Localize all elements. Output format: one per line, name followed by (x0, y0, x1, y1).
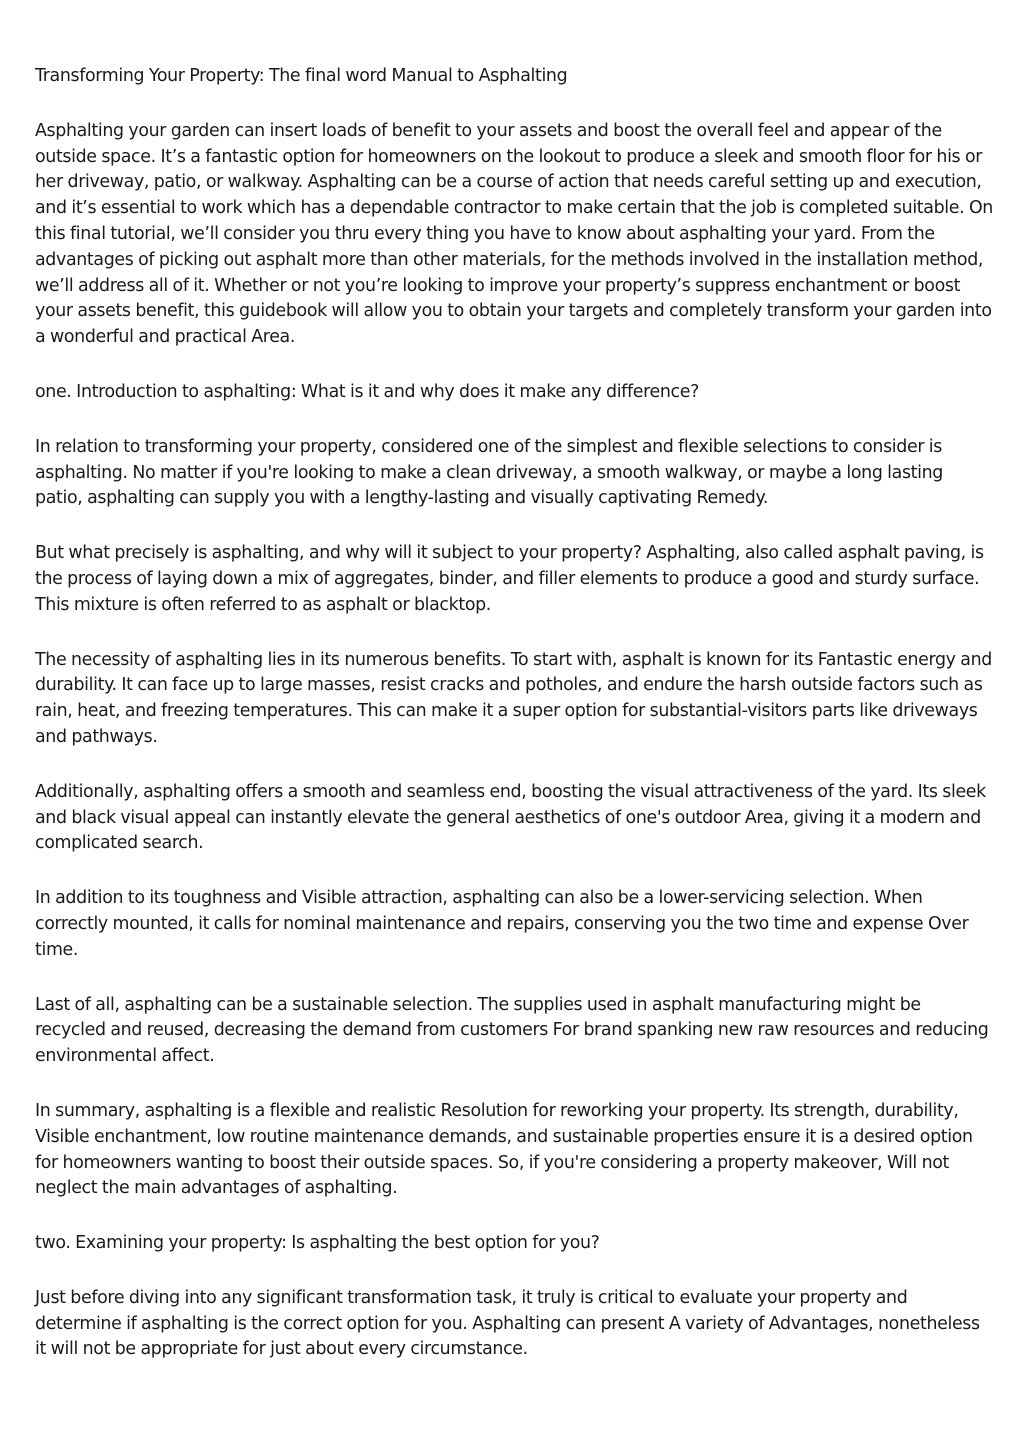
intro-paragraph: Asphalting your garden can insert loads of benefit to your assets and boost the overall feel and appear of the outside space. It’s a fantastic option for homeowners on the lookout to produce a sleek and smooth floor for his or her driveway, patio, or walkway. Asphalting can be a course of action that needs careful setting up and execution, and it’s essential to work which has a dependable contractor to make certain that the job is completed suitable. On this final tutorial, we’ll consider you thru every thing you have to know about asphalting your yard. From the advantages of picking out asphalt more than other materials, for the methods involved in the installation method, we’ll address all of it. Whether or not you’re looking to improve your property’s suppress enchantment or boost your assets benefit, this guidebook will allow you to obtain your targets and completely transform your garden into a wonderful and practical Area. (35, 120, 993, 348)
document-title: Transforming Your Property: The final word Manual to Asphalting (35, 66, 568, 86)
section-heading-two: two. Examining your property: Is asphalting the best option for you? (35, 1233, 600, 1254)
section-heading-one: one. Introduction to asphalting: What is it and why does it make any difference? (35, 381, 699, 402)
body-paragraph: Just before diving into any significant transformation task, it truly is critical to evaluate your property and determine if asphalting is the correct option for you. Asphalting can present A variety of Advantages, nonetheless it will not be appropriate for just about every circumstance. (35, 1287, 980, 1360)
body-paragraph: In addition to its toughness and Visible attraction, asphalting can also be a lower-servicing selection. When correctly mounted, it calls for nominal maintenance and repairs, conserving you the two time and expense Over time. (35, 888, 969, 960)
body-paragraph: But what precisely is asphalting, and why will it subject to your property? Asphalting, also called asphalt paving, is the process of laying down a mix of aggregates, binder, and filler elements to produce a good and sturdy surface. This mixture is often referred to as asphalt or blacktop. (35, 543, 984, 615)
summary-paragraph: In summary, asphalting is a flexible and realistic Resolution for reworking your property. Its strength, durability, Visible enchantment, low routine maintenance demands, and sustainable properties ensure it is a desired option for homeowners wanting to boost their outside spaces. So, if you're considering a property makeover, Will not neglect the main advantages of asphalting. (35, 1100, 973, 1199)
body-paragraph: The necessity of asphalting lies in its numerous benefits. To start with, asphalt is known for its Fantastic energy and durability. It can face up to large masses, resist cracks and potholes, and endure the harsh outside factors such as rain, heat, and freezing temperatures. This can make it a super option for substantial-visitors parts like driveways and pathways. (35, 649, 992, 747)
body-paragraph: Additionally, asphalting offers a smooth and seamless end, boosting the visual attractiveness of the yard. Its sleek and black visual appeal can instantly elevate the general aesthetics of one's outdoor Area, giving it a modern and complicated search. (35, 781, 986, 854)
document-page (35, 64, 995, 1392)
body-paragraph: Last of all, asphalting can be a sustainable selection. The supplies used in asphalt manufacturing might be recycled and reused, decreasing the demand from customers For brand spanking new raw resources and reducing environmental affect. (35, 994, 989, 1067)
body-paragraph: In relation to transforming your property, considered one of the simplest and flexible selections to consider is asphalting. No matter if you're looking to make a clean driveway, a smooth walkway, or maybe a long lasting patio, asphalting can supply you with a lengthy-lasting and visually captivating Remedy. (35, 436, 943, 509)
